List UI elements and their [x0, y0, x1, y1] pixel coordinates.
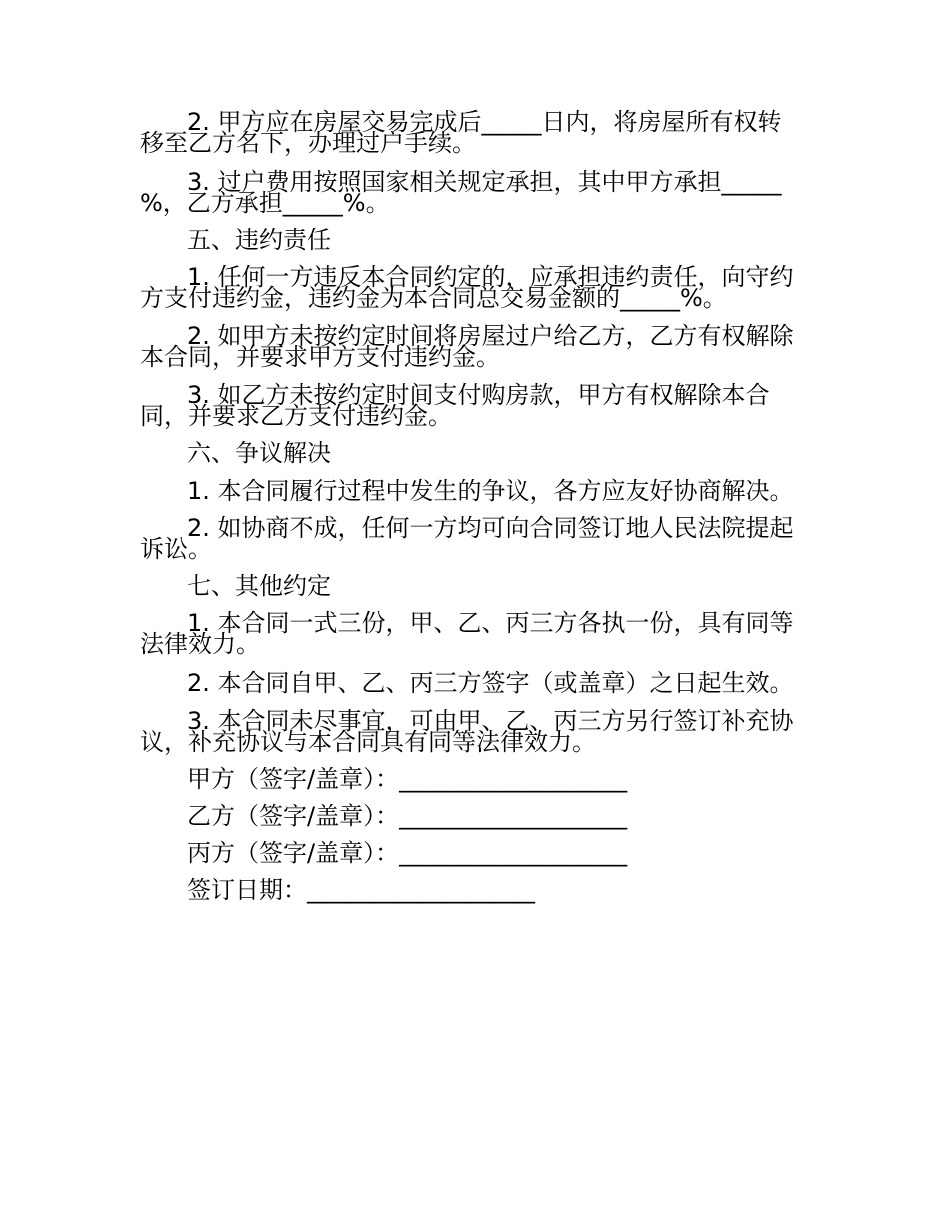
signature-party-b: 乙方（签字/盖章）：___________________ [187, 802, 628, 830]
clause-breach-1-line-1: 1. 任何一方违反本合同约定的，应承担违约责任，向守约 [187, 263, 794, 291]
clause-other-3-line-1: 3. 本合同未尽事宜，可由甲、乙、丙三方另行签订补充协 [187, 707, 794, 735]
clause-other-2: 2. 本合同自甲、乙、丙三方签字（或盖章）之日起生效。 [187, 669, 794, 697]
signing-date: 签订日期：___________________ [187, 876, 535, 904]
clause-dispute-1: 1. 本合同履行过程中发生的争议，各方应友好协商解决。 [187, 477, 794, 505]
section-heading-breach: 五、违约责任 [187, 226, 331, 254]
clause-fees-line-2: %，乙方承担_____%。 [140, 189, 390, 217]
clause-other-3-line-2: 议，补充协议与本合同具有同等法律效力。 [140, 728, 596, 756]
clause-dispute-2-line-1: 2. 如协商不成，任何一方均可向合同签订地人民法院提起 [187, 514, 794, 542]
clause-other-1-line-1: 1. 本合同一式三份，甲、乙、丙三方各执一份，具有同等 [187, 609, 794, 637]
clause-transfer-line-1: 2. 甲方应在房屋交易完成后_____日内，将房屋所有权转 [187, 108, 782, 136]
signature-party-a: 甲方（签字/盖章）：___________________ [187, 765, 628, 793]
clause-breach-3-line-1: 3. 如乙方未按约定时间支付购房款，甲方有权解除本合 [187, 381, 770, 409]
clause-transfer-line-2: 移至乙方名下，办理过户手续。 [140, 129, 476, 157]
clause-breach-1-line-2: 方支付违约金，违约金为本合同总交易金额的_____%。 [140, 284, 727, 312]
clause-breach-2-line-1: 2. 如甲方未按约定时间将房屋过户给乙方，乙方有权解除 [187, 322, 794, 350]
clause-breach-3-line-2: 同，并要求乙方支付违约金。 [140, 402, 452, 430]
clause-fees-line-1: 3. 过户费用按照国家相关规定承担，其中甲方承担_____ [187, 168, 782, 196]
section-heading-dispute: 六、争议解决 [187, 439, 331, 467]
signature-party-c: 丙方（签字/盖章）：___________________ [187, 839, 628, 867]
section-heading-other: 七、其他约定 [187, 572, 331, 600]
clause-dispute-2-line-2: 诉讼。 [140, 535, 212, 563]
clause-other-1-line-2: 法律效力。 [140, 630, 260, 658]
clause-breach-2-line-2: 本合同，并要求甲方支付违约金。 [140, 343, 500, 371]
